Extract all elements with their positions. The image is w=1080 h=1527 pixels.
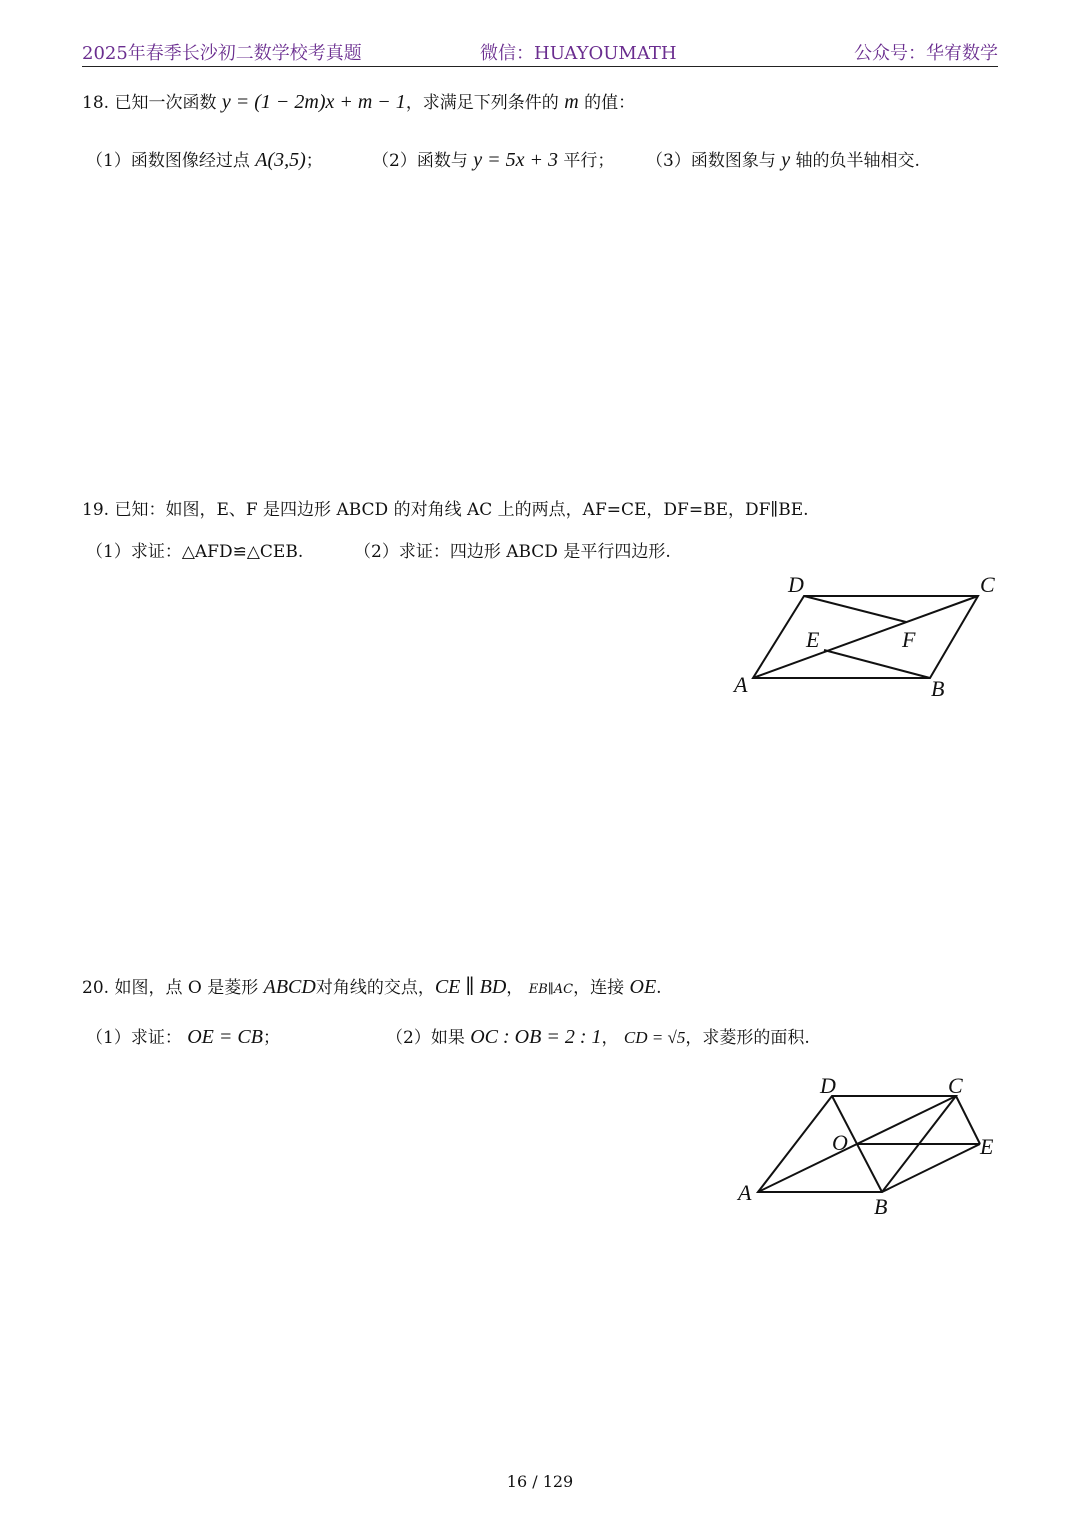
q20-text2: 对角线的交点， <box>315 978 435 998</box>
q18-part1 <box>86 146 323 172</box>
q20-figure <box>728 1070 1010 1220</box>
q18-part1-end: ； <box>305 151 323 171</box>
q20-label-d: D <box>820 1073 836 1098</box>
q20-segment-ce <box>956 1096 980 1144</box>
q20-text4: ，连接 <box>573 978 625 998</box>
q20-text1: 如图，点 O 是菱形 <box>114 978 259 998</box>
q19-segment-df <box>804 596 906 622</box>
q19-label-f: F <box>902 627 916 652</box>
q18-part2-text: （2）函数与 <box>372 151 468 171</box>
q18-part3-end: 轴的负半轴相交. <box>795 151 920 171</box>
q19-number: 19. <box>82 500 110 520</box>
q20-text5: . <box>656 978 662 998</box>
q20-label-a: A <box>738 1180 752 1205</box>
page-number: 16 / 129 <box>506 1472 574 1491</box>
q20-part1-math: OE = CB <box>187 1026 263 1048</box>
q20-m1: ABCD <box>263 976 316 998</box>
q20-part1-text: （1）求证： <box>86 1028 182 1048</box>
q20-label-c: C <box>948 1073 963 1098</box>
q19-label-c: C <box>980 572 995 597</box>
q20-m4: OE <box>629 976 657 998</box>
q18-part3-var: y <box>781 149 791 171</box>
q19-label-e: E <box>806 627 820 652</box>
q20-label-e: E <box>980 1134 994 1159</box>
q19-stem <box>82 495 809 520</box>
header-public-account: 公众号：华宥数学 <box>854 43 998 64</box>
q19-figure <box>728 568 1010 704</box>
q19-label-a: A <box>734 672 748 697</box>
q19-segment-be <box>824 650 930 678</box>
q18-number: 18. <box>82 93 110 113</box>
q20-part2 <box>386 1023 810 1049</box>
q18-ask: ，求满足下列条件的 <box>405 93 559 113</box>
q18-ask-end: 的值： <box>584 93 636 113</box>
page-header <box>82 36 998 67</box>
q18-stem <box>82 88 635 114</box>
q20-label-b: B <box>874 1194 888 1219</box>
q18-part2-end: 平行； <box>563 151 615 171</box>
q20-number: 20. <box>82 978 110 998</box>
q19-part2: （2）求证：四边形 ABCD 是平行四边形. <box>354 542 671 562</box>
q18-formula: y = (1 − 2m)x + m − 1 <box>221 91 406 113</box>
q18-part2 <box>372 146 614 172</box>
q20-part1 <box>86 1023 280 1049</box>
q18-part1-math: A(3,5) <box>255 149 306 171</box>
q19-label-d: D <box>788 572 804 597</box>
q20-part2-mid: ， <box>601 1028 619 1048</box>
q19-text: 已知：如图，E、F 是四边形 ABCD 的对角线 AC 上的两点，AF=CE，DF=BE，DF∥BE. <box>114 500 809 520</box>
q18-part2-math: y = 5x + 3 <box>473 149 558 171</box>
q20-m3: EB∥AC <box>528 982 574 997</box>
q20-part2-math: OC : OB = 2 : 1 <box>470 1026 602 1048</box>
q18-part3 <box>646 146 920 172</box>
header-exam-title: 2025年春季长沙初二数学校考真题 <box>82 43 362 64</box>
q20-part2-text: （2）如果 <box>386 1028 465 1048</box>
q19-diagonal-ac <box>753 596 978 678</box>
q20-stem <box>82 973 662 999</box>
q18-var: m <box>564 91 579 113</box>
q20-segment-eb <box>882 1144 980 1192</box>
q19-part1: （1）求证：△AFD≌△CEB. <box>86 542 304 562</box>
q20-part2-math2: CD = √5 <box>623 1028 686 1047</box>
q20-label-o: O <box>832 1130 848 1155</box>
q20-m2: CE ∥ BD <box>434 976 507 998</box>
q18-part3-text: （3）函数图象与 <box>646 151 776 171</box>
header-wechat: 微信：HUAYOUMATH <box>480 43 677 64</box>
q20-part2-end: ，求菱形的面积. <box>685 1028 810 1048</box>
q19-label-b: B <box>931 676 945 701</box>
q18-part1-text: （1）函数图像经过点 <box>86 151 250 171</box>
q18-intro: 已知一次函数 <box>114 93 217 113</box>
q20-text3: ， <box>506 978 524 998</box>
q20-part1-end: ； <box>262 1028 280 1048</box>
